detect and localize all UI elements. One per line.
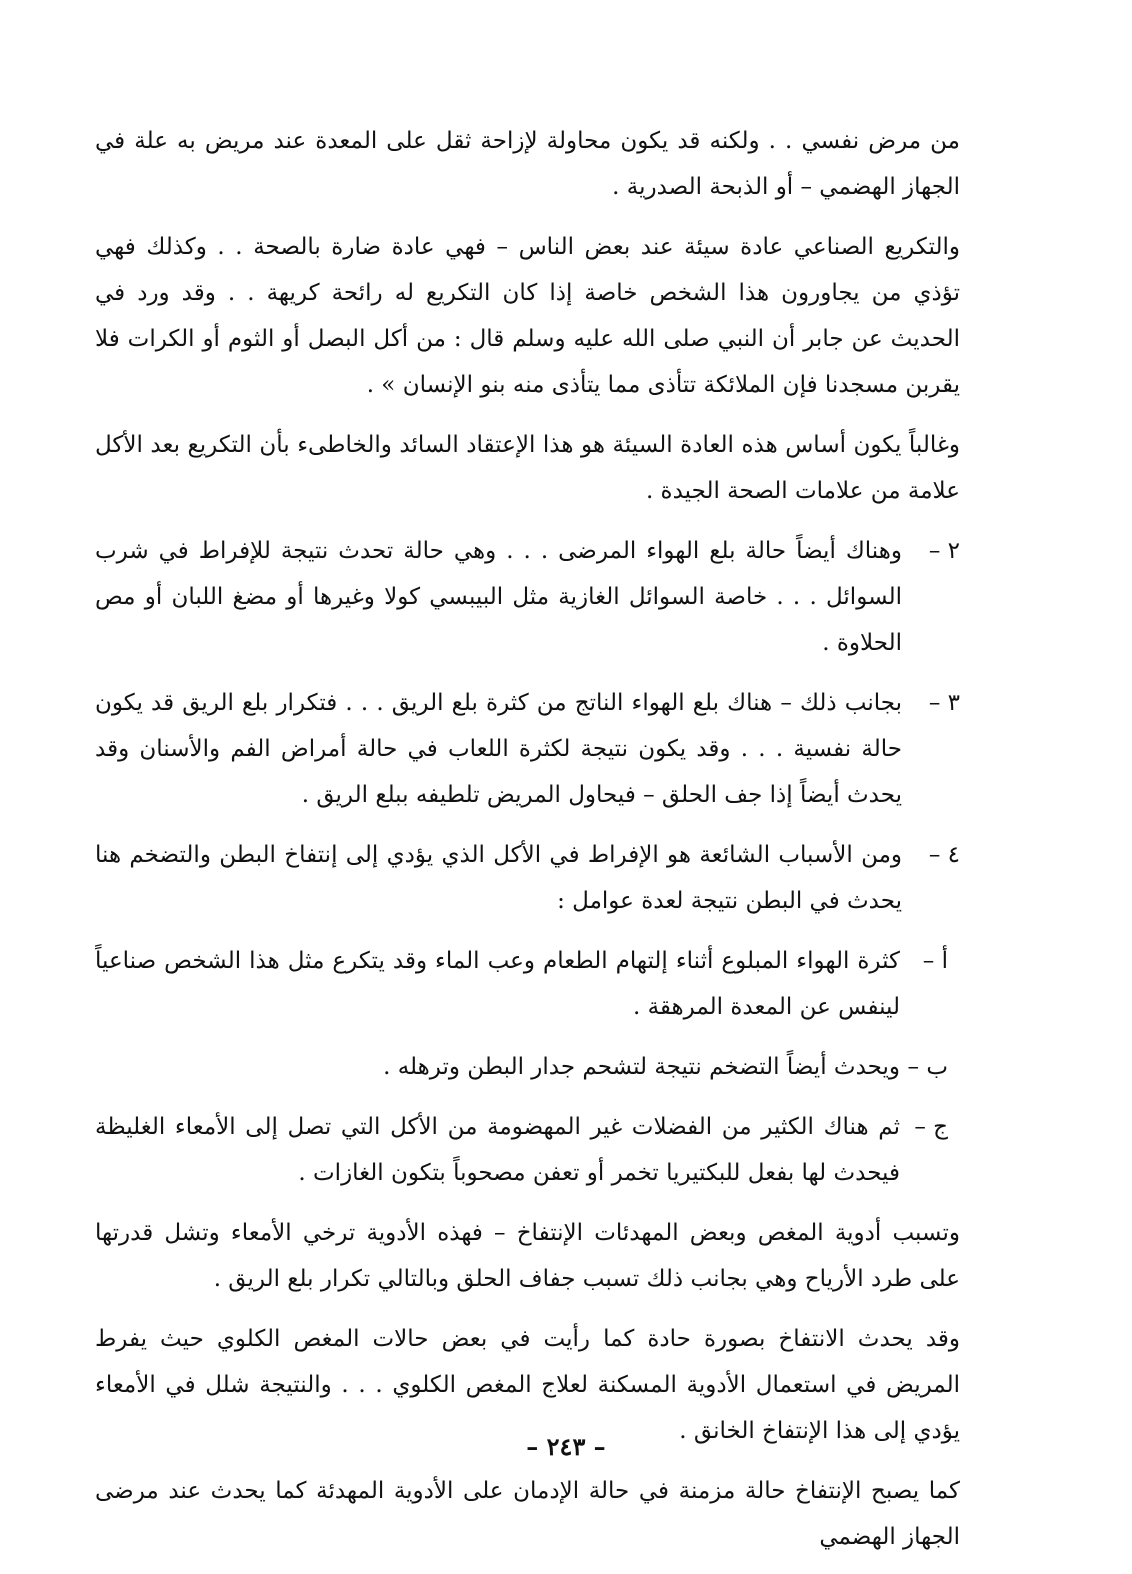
sub-item-letter: ج – — [914, 1114, 948, 1140]
paragraph-5: وقد يحدث الانتفاخ بصورة حادة كما رأيت في بعض حالات المغص الكلوي حيث يفرط المريض في استعمال الأدوية المسكنة لعلاج المغص الكلوي . . . والنتيجة شلل في الأمعاء يؤدي إلى هذا الإنتفاخ الخانق . — [95, 1326, 960, 1444]
item-text: بجانب ذلك – هناك بلع الهواء الناتج من كثرة بلع الريق . . . فتكرار بلع الريق قد يكون حالة نفسية . . . وقد يكون نتيجة لكثرة اللعاب في حالة أمراض الفم والأسنان وقد يحدث أيضاً إذا جف الحلق – فيحاول المريض تلطيفه ببلع الريق . — [95, 690, 902, 808]
item-text: وهناك أيضاً حالة بلع الهواء المرضى . . . وهي حالة تحدث نتيجة للإفراط في شرب السوائل . . . خاصة السوائل الغازية مثل البيبسي كولا وغيرها أو مضغ اللبان أو مص الحلاوة . — [95, 538, 902, 656]
item-number: ٢ – — [928, 538, 960, 564]
paragraph-4: وتسبب أدوية المغص وبعض المهدئات الإنتفاخ – فهذه الأدوية ترخي الأمعاء وتشل قدرتها على طرد الأرياح وهي بجانب ذلك تسبب جفاف الحلق وبالتالي تكرار بلع الريق . — [95, 1220, 960, 1292]
sub-item-letter: ب – — [907, 1054, 948, 1080]
paragraph-6: كما يصبح الإنتفاخ حالة مزمنة في حالة الإدمان على الأدوية المهدئة كما يحدث عند مرضى الجهاز الهضمي — [95, 1478, 960, 1550]
numbered-item-4 — [95, 832, 960, 924]
sub-item-text: ثم هناك الكثير من الفضلات غير المهضومة من الأكل التي تصل إلى الأمعاء الغليظة فيحدث لها بفعل للبكتيريا تخمر أو تعفن مصحوباً بتكون الغازات . — [95, 1114, 900, 1186]
sub-item-a — [95, 938, 948, 1030]
paragraph-1: من مرض نفسي . . ولكنه قد يكون محاولة لإزاحة ثقل على المعدة عند مريض به علة في الجهاز الهضمي – أو الذبحة الصدرية . — [95, 128, 960, 200]
sub-item-text: ويحدث أيضاً التضخم نتيجة لتشحم جدار البطن وترهله . — [383, 1054, 900, 1080]
sub-item-c — [95, 1104, 948, 1196]
paragraph-2: والتكريع الصناعي عادة سيئة عند بعض الناس – فهي عادة ضارة بالصحة . . وكذلك فهي تؤذي من يجاورون هذا الشخص خاصة إذا كان التكريع له رائحة كريهة . . وقد ورد في الحديث عن جابر أن النبي صلى الله عليه وسلم قال : من أكل البصل أو الثوم أو الكرات فلا يقربن مسجدنا فإن الملائكة تتأذى مما يتأذى منه بنو الإنسان » . — [95, 234, 960, 398]
item-number: ٤ – — [928, 842, 960, 868]
page-number: – ٢٤٣ – — [526, 1432, 606, 1461]
sub-item-letter: أ – — [922, 948, 948, 974]
sub-item-text: كثرة الهواء المبلوع أثناء إلتهام الطعام وعب الماء وقد يتكرع مثل هذا الشخص صناعياً لينفس عن المعدة المرهقة . — [95, 948, 900, 1020]
page-body — [95, 118, 960, 1574]
sub-item-b — [95, 1044, 948, 1090]
item-text: ومن الأسباب الشائعة هو الإفراط في الأكل الذي يؤدي إلى إنتفاخ البطن والتضخم هنا يحدث في البطن نتيجة لعدة عوامل : — [95, 842, 902, 914]
item-number: ٣ – — [928, 690, 960, 716]
numbered-item-2 — [95, 528, 960, 666]
numbered-item-3 — [95, 680, 960, 818]
paragraph-3: وغالباً يكون أساس هذه العادة السيئة هو هذا الإعتقاد السائد والخاطىء بأن التكريع بعد الأكل علامة من علامات الصحة الجيدة . — [95, 432, 960, 504]
